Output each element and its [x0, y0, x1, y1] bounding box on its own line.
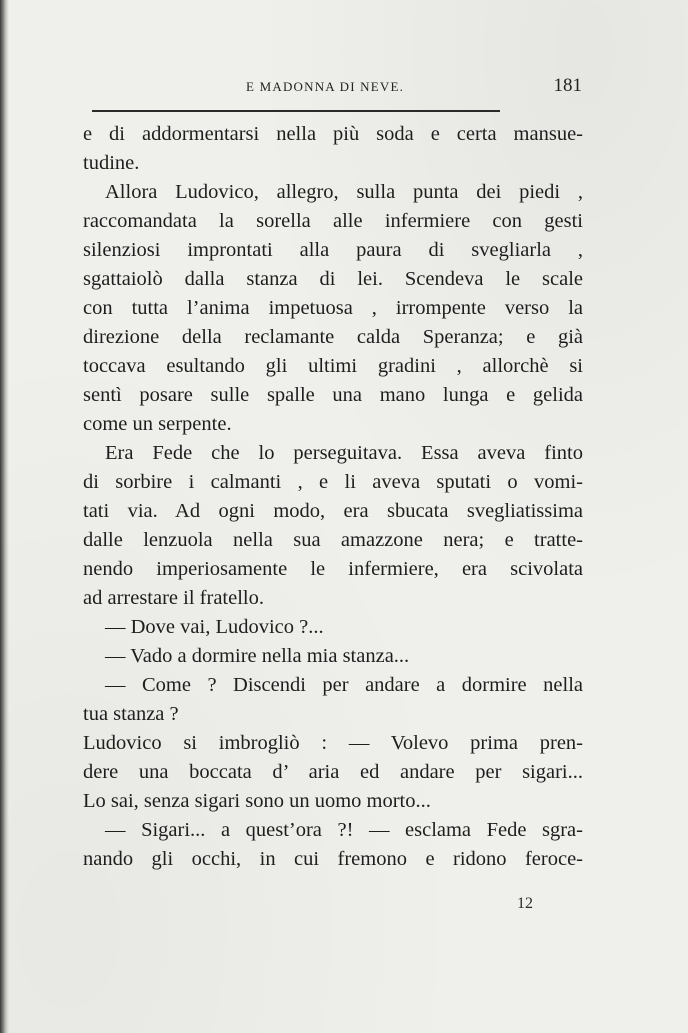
text-line: toccava esultando gli ultimi gradini , allorchè si [83, 355, 583, 377]
text-line: tudine. [83, 152, 140, 174]
text-line: raccomandata la sorella alle infermiere con gesti [83, 210, 583, 232]
signature-mark: 12 [517, 895, 533, 912]
body-text [83, 120, 583, 874]
text-line: Allora Ludovico, allegro, sulla punta dei piedi , [105, 181, 583, 203]
text-line: dalle lenzuola nella sua amazzone nera; e tratte- [83, 529, 583, 551]
text-line: Ludovico si imbrogliò : — Volevo prima pren- [83, 732, 583, 754]
header-rule [92, 110, 500, 112]
page-number: 181 [553, 75, 582, 96]
running-title: E MADONNA DI NEVE. [246, 79, 405, 94]
text-line: — Come ? Discendi per andare a dormire nella [105, 674, 583, 696]
text-line: e di addormentarsi nella più soda e certa mansue- [83, 123, 583, 145]
text-line: dere una boccata d’ aria ed andare per sigari... [83, 761, 583, 783]
text-line: tua stanza ? [83, 703, 179, 725]
text-line: di sorbire i calmanti , e li aveva sputati o vomi- [83, 471, 583, 493]
text-line: nando gli occhi, in cui fremono e ridono feroce- [83, 848, 583, 870]
text-line: Lo sai, senza sigari sono un uomo morto... [83, 790, 431, 812]
text-line: con tutta l’anima impetuosa , irrompente verso la [83, 297, 583, 319]
running-head [78, 76, 586, 100]
text-line: Era Fede che lo perseguitava. Essa aveva finto [105, 442, 583, 464]
text-line: — Vado a dormire nella mia stanza... [105, 645, 410, 667]
text-line: come un serpente. [83, 413, 232, 435]
text-line: — Sigari... a quest’ora ?! — esclama Fede sgra- [105, 819, 583, 841]
text-line: sentì posare sulle spalle una mano lunga e gelida [83, 384, 583, 406]
text-line: nendo imperiosamente le infermiere, era scivolata [83, 558, 583, 580]
text-line: sgattaiolò dalla stanza di lei. Scendeva le scale [83, 268, 583, 290]
page-binding-edge [0, 0, 9, 1033]
text-line: direzione della reclamante calda Speranza; e già [83, 326, 583, 348]
text-line: silenziosi improntati alla paura di svegliarla , [83, 239, 583, 261]
text-line: tati via. Ad ogni modo, era sbucata svegliatissima [83, 500, 583, 522]
text-line: — Dove vai, Ludovico ?... [105, 616, 324, 638]
text-line: ad arrestare il fratello. [83, 587, 264, 609]
